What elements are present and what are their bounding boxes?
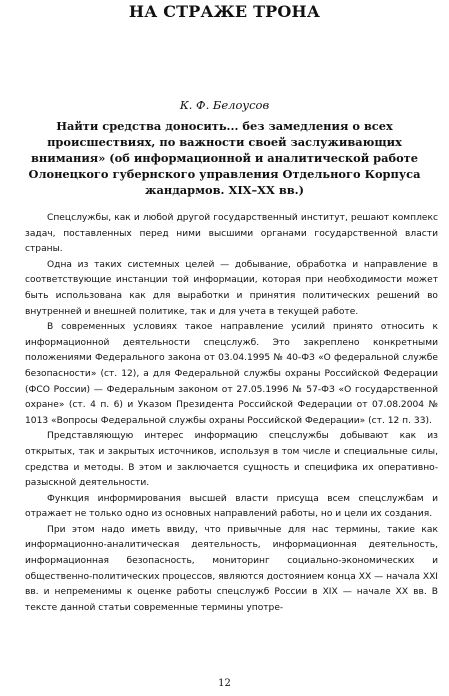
body-paragraph: При этом надо иметь ввиду, что привычные для нас термины, такие как информационно-аналитическая деятельность, информационная деятельность, информационная безопасность, мониторинг социально-экономических и общественно-политических процессов, являются достоянием конца XX — начала XXI вв. и непременимы к оценке работы спецслужб России в XIX — начале XX вв. В тексте данной статьи современные термины употре-	[25, 524, 438, 613]
body-paragraph: Спецслужбы, как и любой другой государственный институт, решают комплекс задач, поставленных перед ними высшими органами государственной власти страны.	[25, 213, 438, 255]
body-paragraph: Представляющую интерес информацию спецслужбы добывают как из открытых, так и закрытых источников, используя в том числе и специальные силы, средства и методы. В этом и заключается сущность и специфика их оперативно-разыскной деятельности.	[25, 431, 438, 489]
body-paragraph: Одна из таких системных целей — добывание, обработка и направление в соответствующие инстанции той информации, которая при необходимости может быть использована как для выработки и принятия политических решений во внутренней и внешней политике, так и для учета в текущей работе.	[25, 259, 438, 317]
body-paragraph: Функция информирования высшей власти присуща всем спецслужбам и отражает не только одно из основных направлений работы, но и цели их создания.	[25, 493, 438, 520]
article-body	[25, 211, 438, 616]
running-head: НА СТРАЖЕ ТРОНА	[128, 2, 321, 21]
article-author: К. Ф. Белоусов	[179, 98, 270, 112]
page-number: 12	[218, 678, 231, 689]
article-title: Найти средства доносить... без замедления о всех происшествиях, по важности своей заслуживающих внимания» (об информационной и аналитической работе Олонецкого губернского управления Отдельного Корпуса жандармов. XIX–XX вв.)	[28, 119, 421, 197]
body-paragraph: В современных условиях такое направление усилий принято относить к информационной деятельности спецслужб. Это закреплено конкретными положениями Федерального закона от 03.04.1995 № 40-ФЗ «О федеральной службе безопасности» (ст. 12), а для Федеральной службы охраны Российской Федерации (ФСО России) — Федеральным законом от 27.05.1996 № 57-ФЗ «О государственной охране» (ст. 4 п. 6) и Указом Президента Российской Федерации от 07.08.2004 № 1013 «Вопросы Федеральной службы охраны Российской Федерации» (ст. 12 п. 33).	[25, 322, 438, 426]
